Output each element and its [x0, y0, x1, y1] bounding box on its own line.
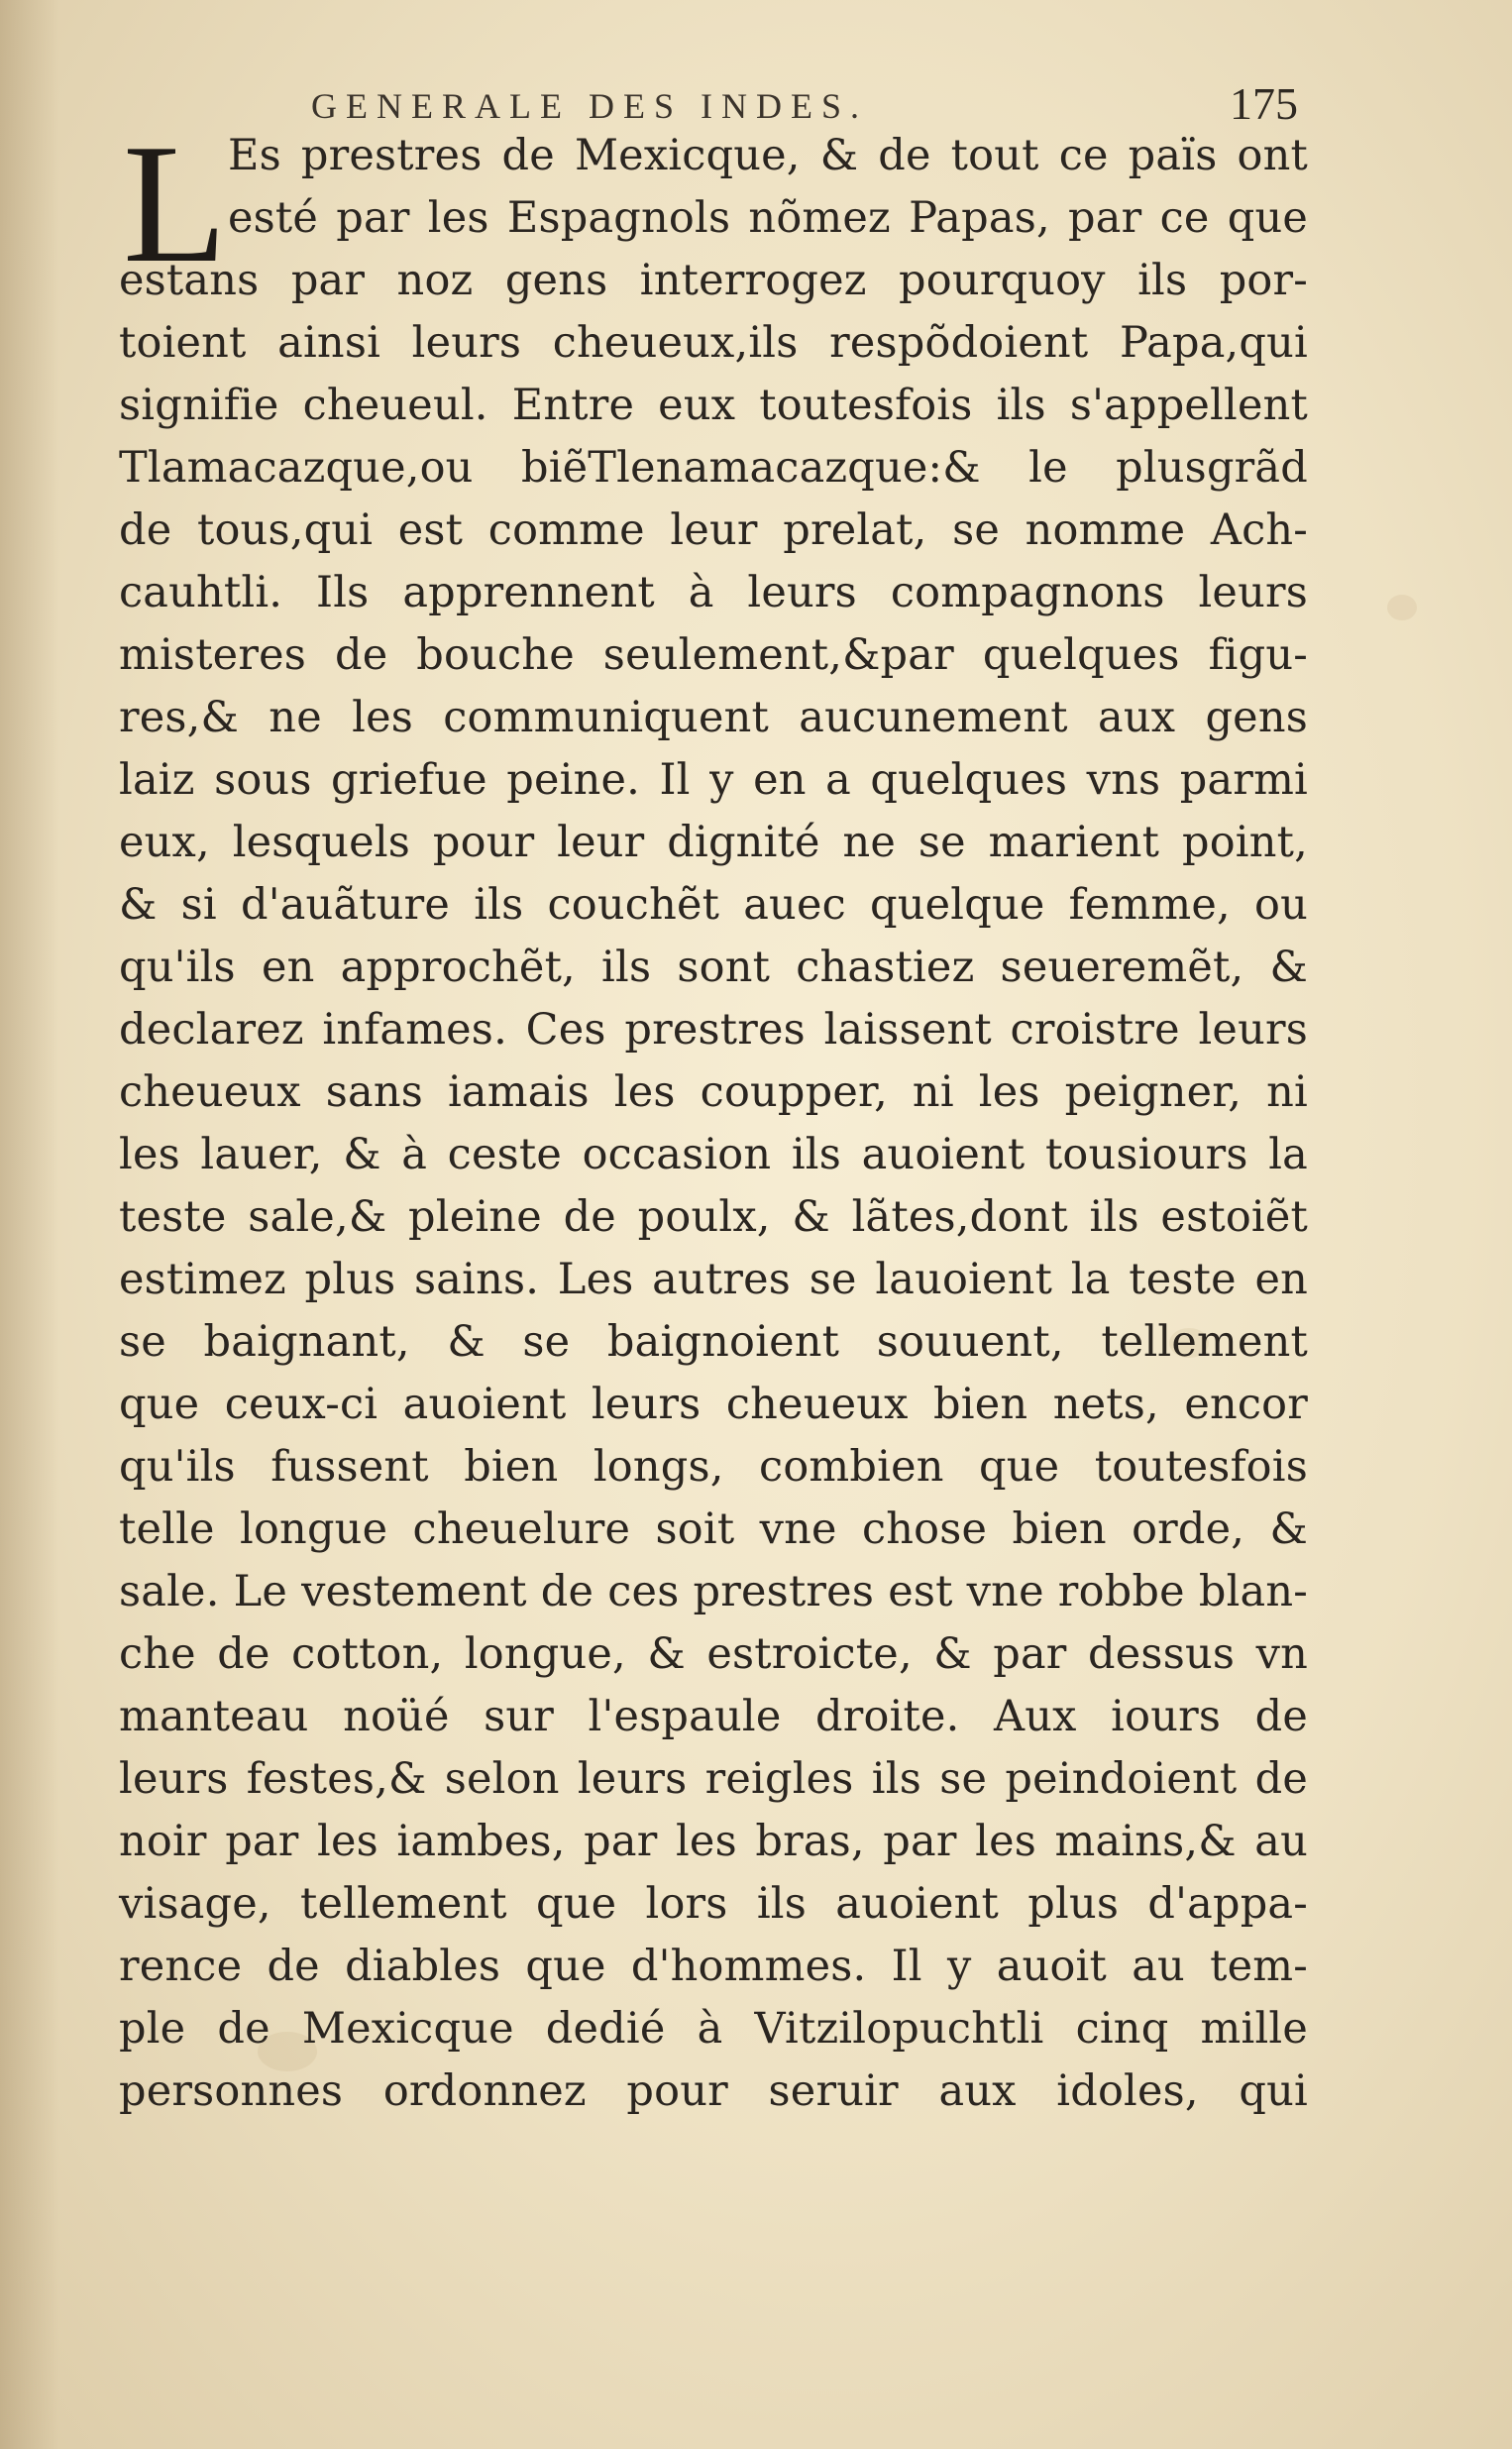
text-line: res,& ne les communiquent aucunement aux gens — [119, 693, 1308, 742]
text-line: que ceux-ci auoient leurs cheueux bien nets, encor — [119, 1380, 1308, 1429]
text-line: teste sale,& pleine de poulx, & lãtes,dont ils estoiẽt — [119, 1192, 1308, 1242]
text-line: leurs festes,& selon leurs reigles ils se peindoient de — [119, 1754, 1308, 1804]
text-line: les lauer, & à ceste occasion ils auoient tousiours la — [119, 1130, 1308, 1179]
text-line: telle longue cheuelure soit vne chose bien orde, & — [119, 1504, 1308, 1554]
text-line: cheueux sans iamais les coupper, ni les peigner, ni — [119, 1067, 1308, 1117]
text-line: signifie cheueul. Entre eux toutesfois ils s'appellent — [119, 381, 1308, 430]
body-text — [119, 110, 1308, 2123]
drop-cap: L — [123, 110, 228, 298]
page-number: 175 — [1230, 78, 1298, 129]
text-line: se baignant, & se baignoient souuent, tellement — [119, 1317, 1308, 1367]
gutter-shadow — [0, 0, 59, 2449]
text-line: eux, lesquels pour leur dignité ne se marient point, — [119, 818, 1308, 867]
text-line: qu'ils en approchẽt, ils sont chastiez seueremẽt, & — [119, 943, 1308, 992]
text-line: cauhtli. Ils apprennent à leurs compagnons leurs — [119, 568, 1308, 617]
text-line: manteau noüé sur l'espaule droite. Aux iours de — [119, 1692, 1308, 1741]
text-line: estimez plus sains. Les autres se lauoient la teste en — [119, 1255, 1308, 1304]
text-line: declarez infames. Ces prestres laissent croistre leurs — [119, 1005, 1308, 1055]
text-line: Es prestres de Mexicque, & de tout ce païs ont — [228, 131, 1308, 180]
text-line: noir par les iambes, par les bras, par les mains,& au — [119, 1817, 1308, 1866]
text-line: toient ainsi leurs cheueux,ils respõdoient Papa,qui — [119, 318, 1308, 368]
text-line: esté par les Espagnols nõmez Papas, par ce que — [228, 193, 1308, 243]
text-line: ple de Mexicque dedié à Vitzilopuchtli cinq mille — [119, 2004, 1308, 2054]
text-line: laiz sous griefue peine. Il y en a quelques vns parmi — [119, 755, 1308, 805]
running-head: GENERALE DES INDES. — [311, 86, 868, 126]
text-line: che de cotton, longue, & estroicte, & par dessus vn — [119, 1629, 1308, 1679]
text-line: Tlamacazque,ou biẽTlenamacazque:& le plusgrãd — [119, 443, 1308, 493]
text-line: sale. Le vestement de ces prestres est vne robbe blan- — [119, 1567, 1308, 1616]
text-line: estans par noz gens interrogez pourquoy ils por- — [119, 256, 1308, 305]
foxing-stain — [1387, 595, 1417, 620]
text-line: de tous,qui est comme leur prelat, se nomme Ach- — [119, 505, 1308, 555]
text-line: & si d'auãture ils couchẽt auec quelque femme, ou — [119, 880, 1308, 930]
text-line: qu'ils fussent bien longs, combien que toutesfois — [119, 1442, 1308, 1492]
text-line: personnes ordonnez pour seruir aux idoles, qui — [119, 2066, 1308, 2116]
text-line: rence de diables que d'hommes. Il y auoit au tem- — [119, 1942, 1308, 1991]
text-line: visage, tellement que lors ils auoient plus d'appa- — [119, 1879, 1308, 1929]
text-line: misteres de bouche seulement,&par quelques figu- — [119, 630, 1308, 680]
